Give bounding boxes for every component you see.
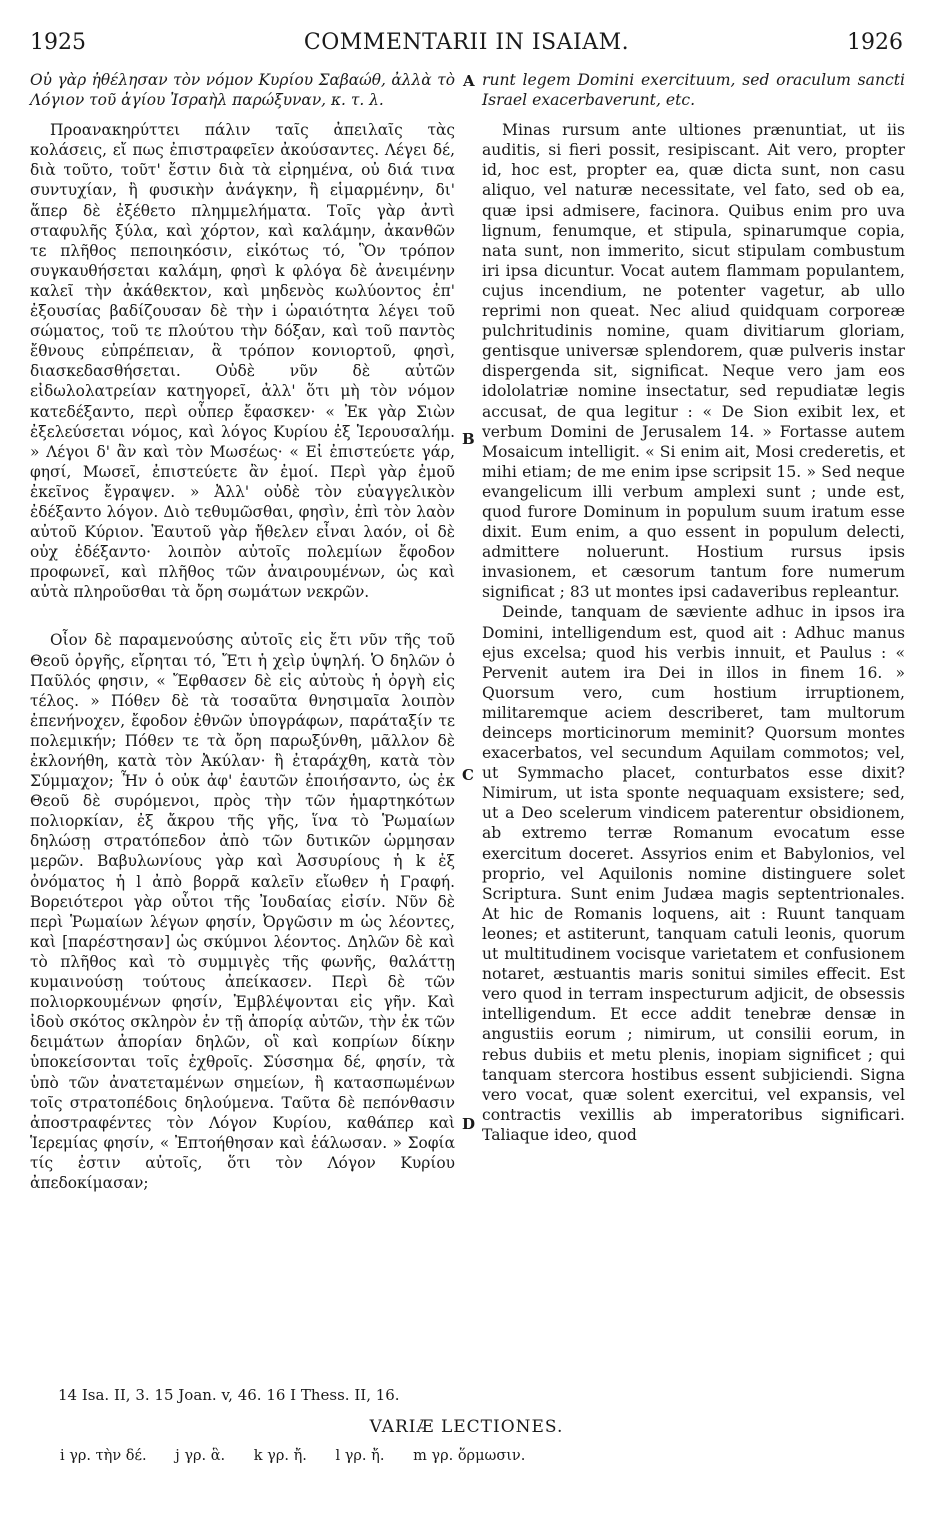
latin-paragraph-2: Deinde, tanquam de sæviente adhuc in ipsos ira Domini, intelligendum est, quod ait : Adhuc manus ejus excelsa; quod his verbis innuit, et Paulus : « Pervenit autem ira Dei in illos in finem 16. » Quorsum vero, cum hostium irruptionem, militaremque aciem describeret, tam multorum deinceps morticinorum meminit? Quorsum montes exacerbatos, vel secundum Aquilam commotos; vel, ut Symmacho placet, conturbatos esse dixit? Nimirum, ut ista sponte nequaquam exsistere; sed, ut a Deo scelerum vindicem paterentur obsidionem, ab extremo terræ Romanum evocatum esse exercitum doceret. Assyrios enim et Babylonios, vel proprio, vel Aquilonis nomine distinguere solet Scriptura. Sunt enim Judæa magis septentrionales. At hic de Romanis loquens, ait : Ruunt tanquam leones; et astiterunt, tanquam catuli leonis, quorum ut multitudinem vocisque varietatem et confusionem notaret, æstuantis maris sonitui similes effecit. Est vero quod in terram inspecturum adjicit, de obsessis intelligendum. Et ecce addit tenebræ densæ in angustiis eorum ; nimirum, ut consilii eorum, in rebus dubiis et metu plenis, inopiam significet ; qui tanquam stercora hostibus essent subjiciendi. Signa vero vocat, quæ solent exercitui, vel expansis, vel contractis vexillis ab imperatoribus significari. Taliaque ideo, quod bbox=[482, 603, 905, 1144]
page-number-right: 1926 bbox=[847, 30, 903, 55]
greek-column bbox=[30, 70, 455, 1193]
variant-reading: k γρ. ἤ. bbox=[253, 1448, 307, 1464]
margin-marker-b: B bbox=[462, 430, 475, 448]
margin-marker-a: A bbox=[463, 72, 475, 90]
variant-reading: i γρ. τὴν δέ. bbox=[60, 1448, 147, 1464]
latin-paragraph-1: Minas rursum ante ultiones prænuntiat, ut iis auditis, si fieri possit, resipiscant. Ait vero, propter id, hoc est, propter ea, quæ dicta sunt, non casu aliquo, vel naturæ necessitate, vel fato, sed ob ea, quæ ipsi admisere, facinora. Quibus enim pro uva lignum, fenumque, et stipula, spinarumque copia, nata sunt, non immerito, sicut stipulam combustum iri ipsa dicuntur. Vocat autem flammam populantem, cujus incendium, ne potenter vagetur, ab ullo reprimi non queat. Nec aliud quidquam corporeæ pulchritudinis nomine, quam divitiarum gloriam, gentisque universæ splendorem, quæ pulveris instar dispergenda sit, significat. Neque vero jam eos idololatriæ nomine insectatur, sed repudiatæ legis accusat, de qua legitur : « De Sion exibit lex, et verbum Domini de Jerusalem 14. » Fortasse autem Mosaicum intelligit. « Si enim ait, Mosi crederetis, et mihi etiam; de me enim ipse scripsit 15. » Sed neque evangelicum illi verbum amplexi sunt ; unde est, quod furore Dominum in populum suum iratum esse dixit. Eum enim, a quo essent in populum delecti, admittere noluerunt. Hostium rursus ipsis invasionem, et cæsorum tantum fore numerum significat ; 83 ut montes ipsi cadaveribus repleantur. bbox=[482, 121, 905, 602]
page-number-left: 1925 bbox=[30, 30, 86, 55]
variant-reading: m γρ. ὅρμωσιν. bbox=[413, 1448, 526, 1464]
page-header bbox=[30, 30, 903, 60]
greek-paragraph-1: Προανακηρύττει πάλιν ταῖς ἀπειλαῖς τὰς κολάσεις, εἴ πως ἐπιστραφεῖεν ἀκούσαντες. Λέγει δέ, διὰ τοῦτο, τοῦτ' ἔστιν διὰ τὰ εἰρημένα, οὐ διά τινα συντυχίαν, ἢ φυσικὴν ἀνάγκην, ἢ εἱμαρμένην, δι' ἅπερ δὲ ἐξέθετο πλημμελήματα. Τοῖς γὰρ ἀντὶ σταφυλῆς ξύλα, καὶ χόρτον, καὶ καλάμην, ἀκανθῶν τε πλῆθος πεποιηκόσιν, εἰκότως τό, Ὃν τρόπον συγκαυθήσεται καλάμη, φησὶ k φλόγα δὲ ἀνειμένην καλεῖ τὴν ἀκάθεκτον, καὶ μηδενὸς κωλύοντος ἐπ' ἐξουσίας βαδίζουσαν δὲ τὴν i ὡραιότητα λέγει τοῦ σώματος, τοῦ τε πλούτου τὴν δόξαν, καὶ τοῦ παντὸς ἔθνους εὐπρέπειαν, ἃ τρόπον κονιορτοῦ, φησὶ, διασκεδασθήσεται. Οὐδὲ νῦν δὲ αὐτῶν εἰδωλολατρείαν κατηγορεῖ, ἀλλ' ὅτι μὴ τὸν νόμον κατεδέξαντο, περὶ οὗπερ ἔφασκεν· « Ἐκ γὰρ Σιὼν ἐξελεύσεται νόμος, καὶ λόγος Κυρίου ἐξ Ἱερουσαλήμ. » Λέγοι δ' ἂν καὶ τὸν Μωσέως· « Εἰ ἐπιστεύετε γάρ, φησί, Μωσεῖ, ἐπιστεύετε ἂν ἐμοί. Περὶ γὰρ ἐμοῦ ἐκεῖνος ἔγραψεν. » Ἀλλ' οὐδὲ τὸν εὐαγγελικὸν ἐδέξαντο λόγον. Διὸ τεθυμῶσθαι, φησὶν, ἐπὶ τὸν λαὸν αὐτοῦ Κύριον. Ἑαυτοῦ γὰρ ἤθελεν εἶναι λαόν, οἱ δὲ οὐχ ἐδέξαντο· λοιπὸν αὐτοῖς πολεμίων ἔφοδον προφωνεῖ, καὶ πλῆθος τῶν ἀναιρουμένων, ὡς καὶ αὐτὰ πληροῦσθαι τὰ ὄρη σωμάτων νεκρῶν. bbox=[30, 121, 455, 602]
variant-reading: l γρ. ἤ. bbox=[335, 1448, 385, 1464]
variae-lectiones-list bbox=[60, 1448, 549, 1464]
margin-marker-c: C bbox=[462, 766, 474, 784]
variae-lectiones-title: VARIÆ LECTIONES. bbox=[369, 1417, 564, 1437]
latin-column bbox=[482, 70, 905, 1145]
margin-marker-d: D bbox=[462, 1115, 476, 1133]
latin-scripture-quote: runt legem Domini exercituum, sed oraculum sancti Israel exacerbaverunt, etc. bbox=[482, 71, 905, 110]
footnote-references: 14 Isa. II, 3. 15 Joan. v, 46. 16 I Thess. II, 16. bbox=[58, 1386, 400, 1404]
greek-paragraph-2: Οἷον δὲ παραμενούσης αὐτοῖς εἰς ἔτι νῦν τῆς τοῦ Θεοῦ ὀργῆς, εἴρηται τό, Ἔτι ἡ χεὶρ ὑψηλή. Ὁ δηλῶν ὁ Παῦλός φησιν, « Ἔφθασεν δὲ εἰς αὐτοὺς ἡ ὀργὴ εἰς τέλος. » Πόθεν δὲ τὰ τοσαῦτα θνησιμαῖα λοιπὸν ἐπενήνοχεν, ἔφοδον ἐθνῶν ὑπογράφων, παράταξίν τε πολεμικήν; Πόθεν τε τὰ ὄρη παρωξύνθη, μᾶλλον δὲ ἐκλονήθη, κατὰ τὸν Ἀκύλαν· ἢ ἐταράχθη, κατὰ τὸν Σύμμαχον; Ἦν ὁ οὐκ ἀφ' ἑαυτῶν ἐποιήσαντο, ὡς ἐκ Θεοῦ δὲ συρόμενοι, πρὸς τὴν τῶν ἡμαρτηκότων πολιορκίαν, ἐξ ἄκρου τῆς γῆς, ἵνα τὸ Ῥωμαίων δηλώσῃ στρατόπεδον ἀπὸ τῶν δυτικῶν ὡρμησαν μερῶν. Βαβυλωνίους γὰρ καὶ Ἀσσυρίους ἡ k ἐξ ὀνόματος ἡ l ἀπὸ βορρᾶ καλεῖν εἴωθεν ἡ Γραφή. Βορειότεροι γὰρ οὗτοι τῆς Ἰουδαίας εἰσίν. Νῦν δὲ περὶ Ῥωμαίων λέγων φησίν, Ὀργῶσιν m ὡς λέοντες, καὶ [παρέστησαν] ὡς σκύμνοι λέοντος. Δηλῶν δὲ καὶ τὸ πλῆθος καὶ τὸ συμμιγὲς τῆς φωνῆς, θαλάττῃ κυμαινούσῃ τούτους ἀπείκασεν. Περὶ δὲ τῶν πολιορκουμένων φησίν, Ἐμβλέψονται εἰς γῆν. Καὶ ἰδοὺ σκότος σκληρὸν ἐν τῇ ἀπορίᾳ αὐτῶν, τὴν ἐκ τῶν δειμάτων ἀπορίαν δηλῶν, οἳ καὶ κοπρίων δίκην ὑποκείσονται τοῖς ἐχθροῖς. Σύσσημα δέ, φησίν, τὰ ὑπὸ τῶν ἀνατεταμένων σημείων, ἢ κατασπωμένων τοῖς στρατοπέδοις δηλούμενα. Ταῦτα δὲ πεπόνθασιν ἀποστραφέντες τὸν Λόγον Κυρίου, καθάπερ καὶ Ἱερεμίας φησίν, « Ἐπτοήθησαν καὶ ἑάλωσαν. » Σοφία τίς ἐστιν αὐτοῖς, ὅτι τὸν Λόγον Κυρίου ἀπεδοκίμασαν; bbox=[30, 631, 455, 1192]
greek-scripture-quote: Οὐ γὰρ ἠθέλησαν τὸν νόμον Κυρίου Σαβαώθ, ἀλλὰ τὸ Λόγιον τοῦ ἁγίου Ἰσραὴλ παρώξυναν, κ. τ. λ. bbox=[30, 71, 455, 110]
variant-reading: j γρ. ἃ. bbox=[175, 1448, 226, 1464]
running-title: COMMENTARII IN ISAIAM. bbox=[303, 30, 630, 55]
